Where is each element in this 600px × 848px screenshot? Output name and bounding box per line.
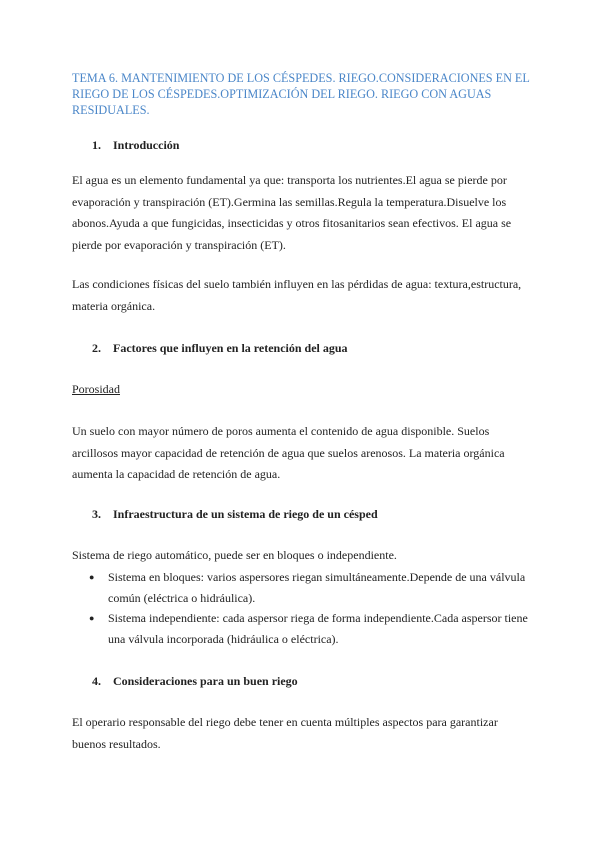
subheading-porosidad: Porosidad	[72, 382, 120, 396]
list-item	[72, 608, 532, 649]
section-heading-infraestructura	[92, 506, 378, 522]
section-heading-consideraciones	[92, 673, 298, 689]
section-number: 1.	[92, 138, 101, 152]
list-item-text: Sistema independiente: cada aspersor riega de forma independiente.Cada aspersor tiene una válvula incorporada (hidráulica o eléctrica).	[108, 611, 528, 646]
riego-bullet-list	[72, 567, 532, 649]
section-number: 2.	[92, 341, 101, 355]
section-heading-factores	[92, 340, 348, 356]
consideraciones-paragraph: El operario responsable del riego debe tener en cuenta múltiples aspectos para garantizar buenos resultados.	[72, 715, 498, 751]
bullet-icon: ●	[89, 572, 95, 582]
list-item	[72, 567, 532, 608]
bullet-icon: ●	[89, 613, 95, 623]
list-item-text: Sistema en bloques: varios aspersores riegan simultáneamente.Depende de una válvula común (eléctrica o hidráulica).	[108, 570, 526, 605]
intro-paragraph-1: El agua es un elemento fundamental ya que: transporta los nutrientes.El agua se pierde por evaporación y transpiración (ET).Germina las semillas.Regula la temperatura.Disuelve los abonos.Ayuda a que fungicidas, insecticidas y otros fitosanitarios sean efectivos. El agua se pierde por evaporación y transpiración (ET).	[72, 173, 512, 252]
section-title: Introducción	[113, 138, 180, 152]
porosidad-paragraph: Un suelo con mayor número de poros aumenta el contenido de agua disponible. Suelos arcillosos mayor capacidad de retención de agua que suelos arenosos. La materia orgánica aumenta la capacidad de retención de agua.	[72, 424, 505, 481]
section-heading-introduccion	[92, 137, 179, 153]
intro-paragraph-2: Las condiciones físicas del suelo también influyen en las pérdidas de agua: textura,estructura, materia orgánica.	[72, 277, 522, 313]
section-title: Consideraciones para un buen riego	[113, 674, 298, 688]
document-title: TEMA 6. MANTENIMIENTO DE LOS CÉSPEDES. RIEGO.CONSIDERACIONES EN EL RIEGO DE LOS CÉSPEDES.OPTIMIZACIÓN DEL RIEGO. RIEGO CON AGUAS RESIDUALES.	[72, 71, 530, 117]
section-title: Infraestructura de un sistema de riego de un césped	[113, 507, 378, 521]
section-title: Factores que influyen en la retención del agua	[113, 341, 348, 355]
section-number: 3.	[92, 507, 101, 521]
riego-intro-paragraph: Sistema de riego automático, puede ser en bloques o independiente.	[72, 548, 397, 562]
section-number: 4.	[92, 674, 101, 688]
